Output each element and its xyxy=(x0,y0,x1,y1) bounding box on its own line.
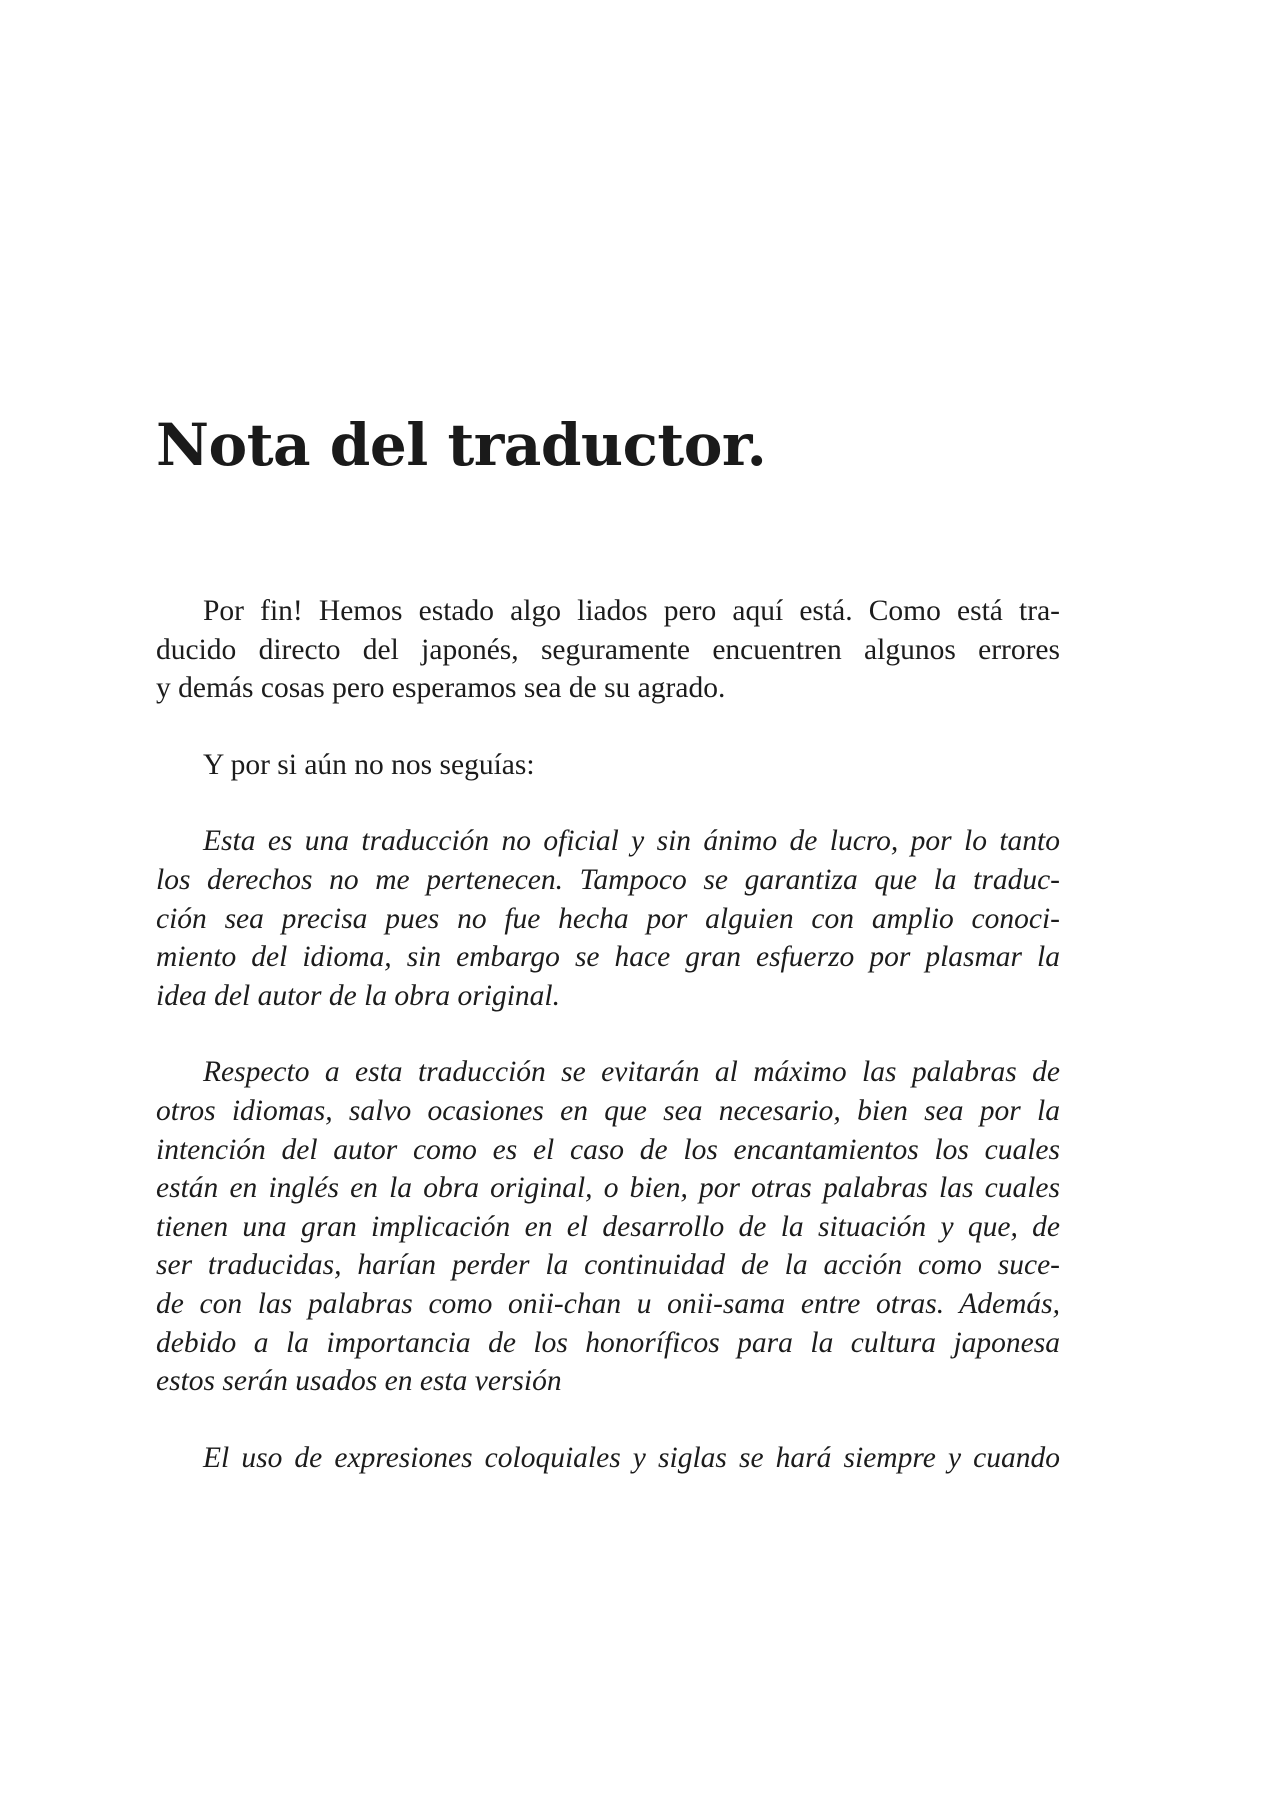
paragraph-line: ción sea precisa pues no fue hecha por alguien con amplio conoci- xyxy=(156,902,1060,935)
paragraph-line: debido a la importancia de los honoríficos para la cultura japonesa xyxy=(156,1326,1060,1359)
paragraph-line: idea del autor de la obra original. xyxy=(156,979,560,1012)
paragraph-line: otros idiomas, salvo ocasiones en que sea necesario, bien sea por la xyxy=(156,1094,1060,1127)
paragraph-line: ser traducidas, harían perder la continuidad de la acción como suce- xyxy=(156,1249,1060,1282)
paragraph-translation-policy xyxy=(156,1053,1060,1400)
document-body xyxy=(156,592,1060,1477)
paragraph-line: Esta es una traducción no oficial y sin ánimo de lucro, por lo tanto xyxy=(203,825,1060,858)
page-title: Nota del traductor. xyxy=(156,411,767,479)
paragraph-line: Respecto a esta traducción se evitarán al máximo las palabras de xyxy=(203,1056,1060,1089)
paragraph-line: intención del autor como es el caso de los encantamientos los cuales xyxy=(156,1133,1060,1166)
paragraph-line: miento del idioma, sin embargo se hace gran esfuerzo por plasmar la xyxy=(156,941,1060,974)
paragraph-line: Por fin! Hemos estado algo liados pero aquí está. Como está tra- xyxy=(203,595,1060,627)
paragraph-followers xyxy=(156,746,1060,785)
paragraph-line: tienen una gran implicación en el desarrollo de la situación y que, de xyxy=(156,1210,1060,1243)
paragraph-disclaimer xyxy=(156,822,1060,1015)
paragraph-line: los derechos no me pertenecen. Tampoco se garantiza que la traduc- xyxy=(156,863,1060,896)
paragraph-line: estos serán usados en esta versión xyxy=(156,1365,562,1398)
paragraph-line: están en inglés en la obra original, o bien, por otras palabras las cuales xyxy=(156,1172,1060,1205)
paragraph-line: ducido directo del japonés, seguramente encuentren algunos errores xyxy=(156,633,1060,666)
paragraph-line: de con las palabras como onii-chan u onii-sama entre otras. Además, xyxy=(156,1287,1060,1320)
paragraph-colloquial xyxy=(156,1439,1060,1478)
paragraph-line: y demás cosas pero esperamos sea de su agrado. xyxy=(156,672,726,705)
paragraph-line: Y por si aún no nos seguías: xyxy=(203,748,535,781)
paragraph-line: El uso de expresiones coloquiales y siglas se hará siempre y cuando xyxy=(203,1441,1060,1474)
paragraph-intro xyxy=(156,592,1060,708)
